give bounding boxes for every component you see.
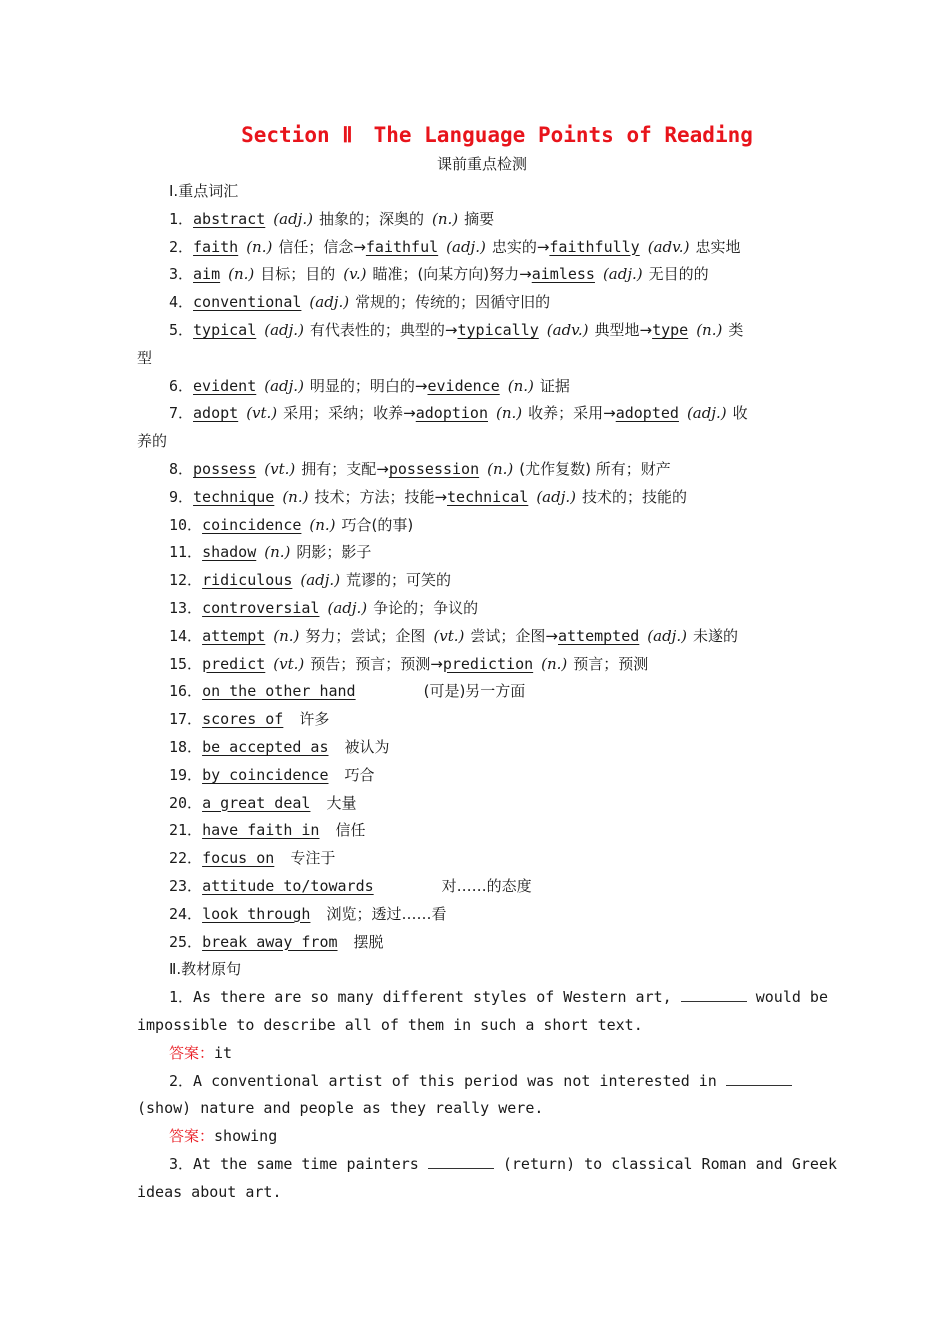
vocab-word: possess [193,459,257,478]
vocab-word: abstract [193,209,266,228]
vocab-meaning: 明显的；明白的→ [309,376,428,395]
vocab-meaning: 阴影；影子 [296,543,372,562]
vocab-phrase: on the other hand [202,682,356,701]
vocab-word: evident [193,376,257,395]
vocab-meaning: 对……的态度 [441,876,532,895]
vocab-word: aim [193,265,221,284]
answer-blank [726,1071,792,1086]
vocab-item [137,901,817,929]
item-number: 13． [169,598,203,617]
vocab-meaning: 采用；采纳；收养→ [283,404,416,423]
vocab-item [137,234,817,262]
vocab-item-continued: 养的 [137,432,168,451]
part-of-speech: (n.) [507,376,534,395]
part-of-speech: (v.) [343,265,367,284]
vocab-meaning: 无目的的 [648,265,709,284]
vocab-item-continued: 型 [137,348,153,367]
vocab-meaning: 信任 [335,821,366,840]
vocab-meaning: 有代表性的；典型的→ [309,320,458,339]
vocab-word: faith [193,237,239,256]
item-number: 20． [169,793,203,812]
vocab-meaning: 争论的；争议的 [373,598,479,617]
question-2: 2．A conventional artist of this period was not interested in [137,1068,817,1096]
vocab-phrase: look through [202,904,311,923]
vocab-meaning: 证据 [539,376,570,395]
part-of-speech: (n.) [496,404,523,423]
item-number: 23． [169,876,203,895]
item-number: 7． [169,404,194,423]
vocab-item [137,734,817,762]
vocab-item [137,317,817,345]
part-of-speech: (adj.) [264,320,304,339]
vocab-item [137,929,817,957]
answer-1: 答案：it [169,1043,233,1062]
vocab-word: ridiculous [202,571,293,590]
item-number: 15． [169,654,203,673]
page-title: Section Ⅱ The Language Points of Reading [241,123,753,147]
question-1: 1．As there are so many different styles of Western art, would be [169,988,828,1007]
vocab-phrase: break away from [202,932,338,951]
vocab-item [137,845,817,873]
vocab-word: prediction [442,654,534,673]
vocab-word: faithfully [549,237,640,256]
vocab-item [137,762,817,790]
item-number: 1． [169,209,194,228]
question-3: 3．At the same time painters (return) to classical Roman and Greek [169,1154,838,1173]
item-number: 18． [169,737,203,756]
vocab-phrase: a great deal [202,793,311,812]
vocab-word: aimless [531,265,595,284]
vocab-item [137,512,817,540]
vocab-item [137,539,817,567]
vocab-item [137,567,817,595]
vocab-meaning: 大量 [326,793,357,812]
answer-2: 答案：showing [169,1127,278,1146]
vocab-word: controversial [202,598,320,617]
item-number: 9． [169,487,194,506]
item-number: 17． [169,710,203,729]
part-of-speech: (adj.) [273,209,313,228]
question-1-continued: impossible to describe all of them in such a short text. [137,1015,643,1034]
vocab-meaning: 巧合(的事) [341,515,414,534]
part-of-speech: (adj.) [446,237,486,256]
part-of-speech: (adv.) [647,237,690,256]
item-number: 6． [169,376,194,395]
item-number: 25． [169,932,203,951]
vocab-word: coincidence [202,515,302,534]
vocab-item [137,817,817,845]
question-2-continued: (show) nature and people as they really were. [137,1099,544,1118]
vocab-meaning: 未遂的 [692,626,738,645]
vocab-word: type [652,320,689,339]
item-number: 14． [169,626,203,645]
vocab-meaning: 技术；方法；技能→ [314,487,448,506]
item-number: 2． [169,237,194,256]
vocab-item [137,456,817,484]
item-number: 22． [169,849,203,868]
part-of-speech: (adj.) [647,626,687,645]
vocab-meaning: 巧合 [344,765,375,784]
part-of-speech: (adj.) [536,487,576,506]
vocab-meaning: 典型地→ [594,320,653,339]
part-of-speech: (n.) [228,265,255,284]
item-number: 3． [169,265,194,284]
vocab-phrase: focus on [202,849,275,868]
part-of-speech: (n.) [541,654,568,673]
section-heading-vocabulary: Ⅰ.重点词汇 [169,182,239,200]
item-number: 24． [169,904,203,923]
vocab-item [137,678,817,706]
part-of-speech: (adj.) [300,571,341,590]
vocab-word: attempt [202,626,266,645]
answer-blank [681,987,747,1002]
part-of-speech: (n.) [264,543,291,562]
vocab-word: attempted [558,626,640,645]
vocab-item [137,261,817,289]
part-of-speech: (adj.) [264,376,304,395]
vocab-word: evidence [427,376,500,395]
vocab-word: shadow [202,543,257,562]
vocab-word: possession [388,459,480,478]
vocab-item [137,706,817,734]
part-of-speech: (n.) [246,237,273,256]
item-number: 10． [169,515,203,534]
vocab-word: adoption [415,404,488,423]
part-of-speech: (n.) [282,487,309,506]
vocab-word: adopt [193,404,239,423]
item-number: 12． [169,571,203,590]
vocab-meaning: 信任；信念→ [278,237,366,256]
vocab-word: faithful [365,237,439,256]
vocab-meaning: 荒谬的；可笑的 [346,571,452,590]
part-of-speech: (n.) [431,209,459,228]
part-of-speech: (vt.) [433,626,465,645]
item-number: 21． [169,821,203,840]
vocab-phrase: scores of [202,710,284,729]
vocab-item [137,373,817,401]
vocab-meaning: 忠实的→ [491,237,550,256]
part-of-speech: (adj.) [602,265,643,284]
vocab-word: typical [193,320,257,339]
item-number: 16． [169,682,203,701]
vocab-meaning: 常规的；传统的；因循守旧的 [355,293,551,312]
vocab-word: adopted [615,404,679,423]
vocab-item [137,651,817,679]
vocab-item [137,289,817,317]
item-number: 19． [169,765,203,784]
vocab-meaning: (可是)另一方面 [423,682,526,701]
vocab-meaning: 努力；尝试；企图 [305,626,426,645]
vocab-word: conventional [193,293,302,312]
item-number: 4． [169,293,194,312]
part-of-speech: (adj.) [309,293,350,312]
part-of-speech: (adv.) [546,320,589,339]
vocab-meaning: 收养；采用→ [528,404,616,423]
item-number: 5． [169,320,194,339]
vocab-meaning: 忠实地 [695,237,741,256]
part-of-speech: (n.) [696,320,723,339]
vocab-word: predict [202,654,266,673]
vocab-item [137,206,817,234]
part-of-speech: (adj.) [686,404,727,423]
vocab-item [137,400,817,428]
part-of-speech: (n.) [273,626,300,645]
question-3-continued: ideas about art. [137,1182,282,1201]
part-of-speech: (n.) [309,515,336,534]
vocab-meaning: 预告；预言；预测→ [310,654,443,673]
vocab-meaning: 摘要 [464,209,495,228]
vocab-meaning: 预言；预测 [573,654,649,673]
page-subtitle: 课前重点检测 [436,155,527,173]
vocab-meaning: (尤作复数) 所有；财产 [519,459,671,478]
vocab-phrase: be accepted as [202,737,329,756]
item-number: 11． [169,543,203,562]
answer-blank [428,1154,494,1169]
vocabulary-list [137,206,817,957]
vocab-meaning: 收 [732,404,748,423]
vocab-meaning: 类 [728,320,744,339]
vocab-item [137,595,817,623]
part-of-speech: (vt.) [264,459,296,478]
part-of-speech: (adj.) [327,598,368,617]
vocab-meaning: 许多 [299,710,330,729]
vocab-item [137,873,817,901]
part-of-speech: (vt.) [273,654,305,673]
vocab-meaning: 专注于 [290,849,336,868]
vocab-item [137,623,817,651]
vocab-meaning: 瞄准；(向某方向)努力→ [372,265,532,284]
vocab-item [137,484,817,512]
vocab-phrase: attitude to/towards [202,876,374,895]
vocab-meaning: 抽象的；深奥的 [318,209,424,228]
vocab-meaning: 尝试；企图→ [470,626,558,645]
vocab-meaning: 被认为 [344,737,390,756]
vocab-meaning: 浏览；透过……看 [326,904,447,923]
vocab-meaning: 摆脱 [353,932,384,951]
document-page [137,120,838,1206]
vocab-meaning: 拥有；支配→ [301,459,389,478]
item-number: 8． [169,459,194,478]
vocab-word: technical [447,487,529,506]
part-of-speech: (n.) [487,459,514,478]
vocab-phrase: have faith in [202,821,320,840]
vocab-meaning: 目标；目的 [260,265,336,284]
part-of-speech: (vt.) [246,404,278,423]
vocab-meaning: 技术的；技能的 [581,487,687,506]
vocab-phrase: by coincidence [202,765,329,784]
vocab-word: technique [193,487,275,506]
section-heading-textbook-sentences: Ⅱ.教材原句 [169,960,242,979]
vocab-word: typically [457,320,539,339]
vocab-item [137,790,817,818]
